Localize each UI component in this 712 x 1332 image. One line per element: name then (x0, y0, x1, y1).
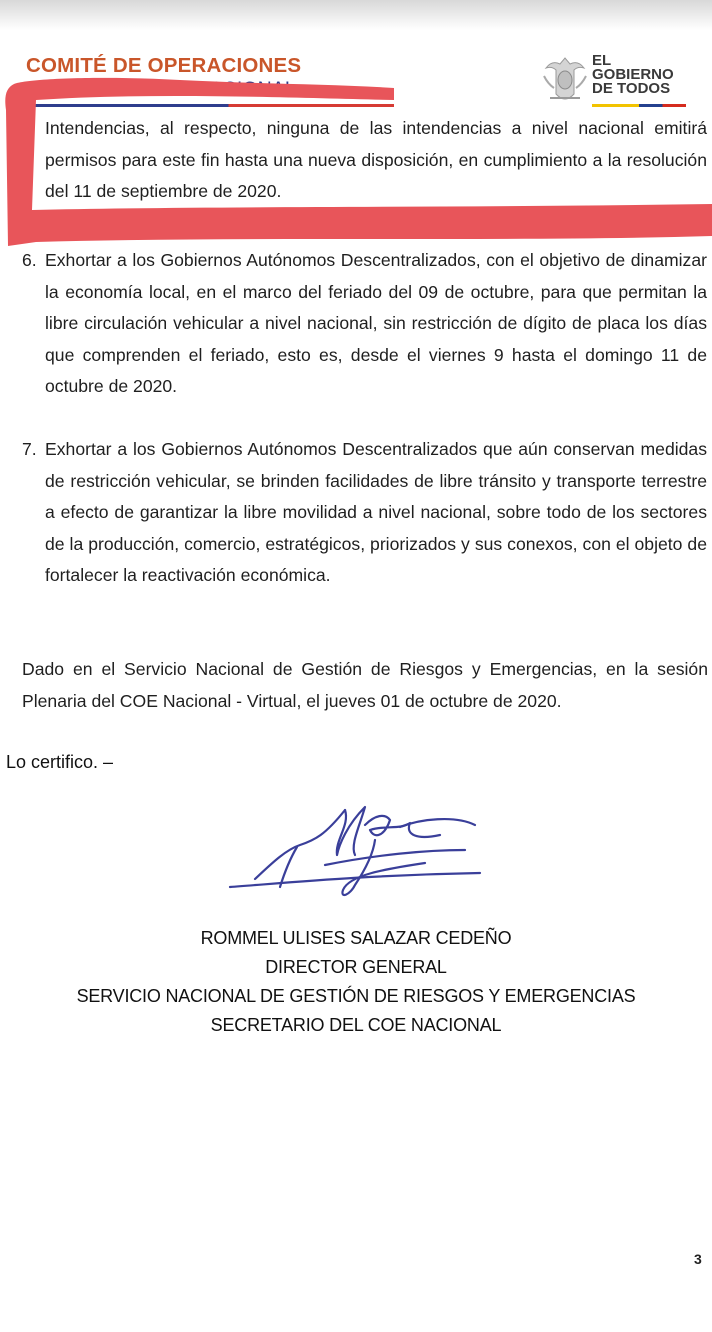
certification-text: Lo certifico. – (6, 752, 114, 772)
paragraph-dado: Dado en el Servicio Nacional de Gestión de Riesgos y Emergencias, en la sesión Plenaria del COE Nacional - Virtual, el jueves 01 de octubre de 2020. (22, 659, 708, 711)
gov-logo-line: EL (592, 52, 612, 69)
item-number: 6. (22, 250, 37, 270)
list-item-6 (22, 245, 707, 403)
list-item-7 (22, 434, 707, 592)
signatory-role: SECRETARIO DEL COE NACIONAL (210, 1015, 502, 1035)
signatory-institution: SERVICIO NACIONAL DE GESTIÓN DE RIESGOS Y EMERGENCIAS (76, 986, 636, 1006)
signatory-block (0, 924, 712, 1040)
top-shadow (0, 0, 712, 30)
page-number: 3 (694, 1251, 702, 1267)
item-text: Exhortar a los Gobiernos Autónomos Descentralizados que aún conservan medidas de restricción vehicular, se brinden facilidades de libre tránsito y transporte terrestre a efecto de garantizar la libre movilidad a nivel nacional, sobre todo de los sectores de la producción, comercio, estratégicos, priorizados y sus conexos, con el objeto de fortalecer la reactivación económica. (45, 439, 707, 585)
gov-logo-line: DE TODOS (592, 80, 671, 97)
signature-icon (225, 795, 485, 905)
paragraph-intendencias: Intendencias, al respecto, ninguna de las intendencias a nivel nacional emitirá permisos para este fin hasta una nueva disposición, en cumplimiento a la resolución del 11 de septiembre de 2020. (45, 118, 707, 201)
signatory-name: ROMMEL ULISES SALAZAR CEDEÑO (200, 928, 512, 948)
item-text: Exhortar a los Gobiernos Autónomos Descentralizados, con el objetivo de dinamizar la economía local, en el marco del feriado del 09 de octubre, para que permitan la libre circulación vehicular a nivel nacional, sin restricción de dígito de placa los días que comprenden el feriado, esto es, desde el viernes 9 hasta el domingo 11 de octubre de 2020. (45, 250, 707, 396)
item-number: 7. (22, 439, 37, 459)
gov-logo-line: GOBIERNO (592, 66, 674, 83)
signatory-title: DIRECTOR GENERAL (265, 957, 447, 977)
org-title: COMITÉ DE OPERACIONES (26, 54, 302, 77)
